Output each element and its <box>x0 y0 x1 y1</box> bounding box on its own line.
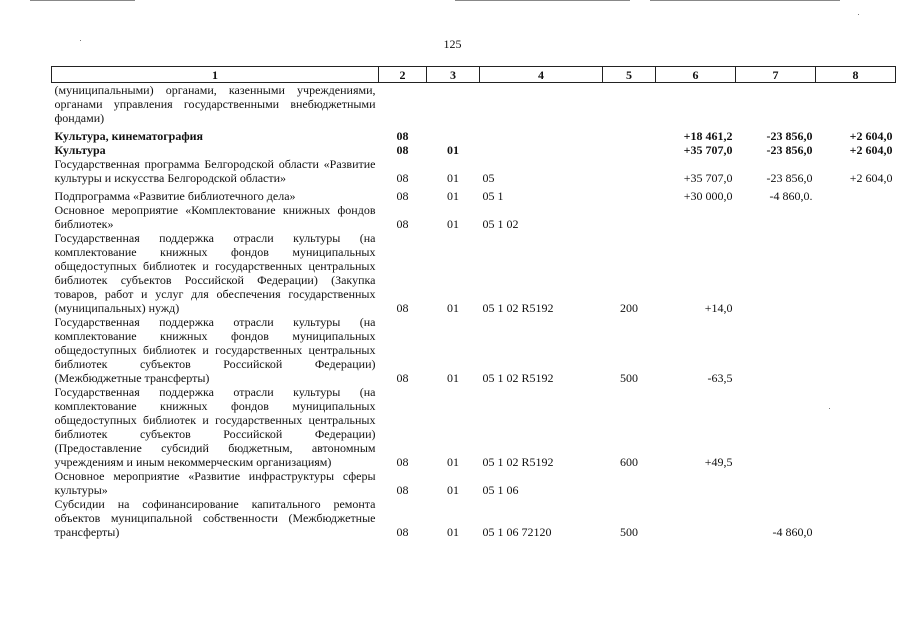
amount-col7-cell <box>736 231 816 315</box>
amount-col7-cell <box>736 315 816 385</box>
row-name-cell: Культура <box>54 143 106 157</box>
section-code-cell: 08 <box>396 189 409 203</box>
target-article-cell: 05 <box>482 171 495 185</box>
table-row <box>52 143 896 157</box>
table-row <box>52 315 896 385</box>
amount-col7-cell <box>736 469 816 497</box>
amount-col6-cell: +49,5 <box>704 455 733 469</box>
scan-artifact <box>650 0 840 1</box>
amount-col8-cell <box>816 497 896 539</box>
section-code-cell <box>379 83 427 126</box>
amount-col8-cell <box>816 385 896 469</box>
amount-col6-cell: +30 000,0 <box>683 189 733 203</box>
amount-col8-cell <box>816 469 896 497</box>
table-row <box>52 185 896 203</box>
subsection-code-cell <box>427 125 480 143</box>
amount-col6-cell <box>656 203 736 231</box>
section-code-cell: 08 <box>396 129 409 143</box>
amount-col6-cell <box>656 497 736 539</box>
column-header: 4 <box>480 67 603 83</box>
expense-type-cell <box>603 157 656 185</box>
table-header-row <box>52 67 896 83</box>
row-name-cell: Подпрограмма «Развитие библиотечного дела» <box>54 189 296 203</box>
target-article-cell <box>480 143 603 157</box>
row-name-cell: Государственная поддержка отрасли культуры (на комплектование книжных фондов муниципальных общедоступных библиотек и государственных центральных библиотек субъектов Российской Федерации) (Закупка товаров, работ и услуг для обеспечения государственных (муниципальных) нужд) <box>54 231 376 315</box>
expense-type-cell <box>603 469 656 497</box>
table-row <box>52 83 896 126</box>
subsection-code-cell: 01 <box>447 171 459 185</box>
section-code-cell: 08 <box>396 143 409 157</box>
target-article-cell: 05 1 <box>482 189 504 203</box>
row-name-cell: Культура, кинематография <box>54 129 204 143</box>
target-article-cell <box>480 83 603 126</box>
expense-type-cell: 500 <box>620 525 638 539</box>
expense-type-cell <box>603 83 656 126</box>
target-article-cell: 05 1 02 R5192 <box>482 455 554 469</box>
section-code-cell: 08 <box>396 483 409 497</box>
amount-col8-cell <box>816 203 896 231</box>
amount-col6-cell: -63,5 <box>707 371 733 385</box>
subsection-code-cell: 01 <box>447 189 459 203</box>
subsection-code-cell <box>427 83 480 126</box>
expense-type-cell: 600 <box>620 455 638 469</box>
subsection-code-cell: 01 <box>447 371 459 385</box>
budget-table <box>51 66 896 539</box>
amount-col6-cell: +35 707,0 <box>683 143 733 157</box>
amount-col6-cell: +35 707,0 <box>683 171 733 185</box>
target-article-cell: 05 1 02 R5192 <box>482 301 554 315</box>
amount-col6-cell <box>656 83 736 126</box>
amount-col8-cell <box>816 231 896 315</box>
amount-col8-cell: +2 604,0 <box>849 143 893 157</box>
amount-col8-cell <box>816 185 896 203</box>
section-code-cell: 08 <box>396 455 409 469</box>
amount-col7-cell <box>736 385 816 469</box>
amount-col8-cell <box>816 83 896 126</box>
row-name-cell: Основное мероприятие «Развитие инфраструктуры сферы культуры» <box>54 469 376 497</box>
subsection-code-cell: 01 <box>447 525 459 539</box>
subsection-code-cell: 01 <box>447 301 459 315</box>
amount-col7-cell <box>736 203 816 231</box>
amount-col8-cell <box>816 315 896 385</box>
amount-col6-cell <box>656 469 736 497</box>
row-name-cell: Государственная поддержка отрасли культуры (на комплектование книжных фондов муниципальных общедоступных библиотек и государственных центральных библиотек субъектов Российской Федерации) (Предоставление субсидий бюджетным, автономным учреждениям и иным некоммерческим организациям) <box>54 385 376 469</box>
amount-col6-cell: +18 461,2 <box>683 129 733 143</box>
table-row <box>52 497 896 539</box>
table-row <box>52 125 896 143</box>
subsection-code-cell: 01 <box>447 455 459 469</box>
column-header: 3 <box>427 67 480 83</box>
section-code-cell: 08 <box>396 171 409 185</box>
expense-type-cell: 500 <box>620 371 638 385</box>
subsection-code-cell: 01 <box>447 143 459 157</box>
table-row <box>52 157 896 185</box>
subsection-code-cell: 01 <box>447 483 459 497</box>
column-header: 2 <box>379 67 427 83</box>
target-article-cell <box>480 125 603 143</box>
column-header: 1 <box>52 67 379 83</box>
expense-type-cell <box>603 203 656 231</box>
section-code-cell: 08 <box>396 371 409 385</box>
column-header: 7 <box>736 67 816 83</box>
column-header: 8 <box>816 67 896 83</box>
amount-col6-cell: +14,0 <box>704 301 733 315</box>
section-code-cell: 08 <box>396 217 409 231</box>
target-article-cell: 05 1 02 R5192 <box>482 371 554 385</box>
table-body <box>52 83 896 540</box>
amount-col7-cell: -23 856,0 <box>766 143 813 157</box>
amount-col7-cell: -23 856,0 <box>766 129 813 143</box>
table-row <box>52 469 896 497</box>
row-name-cell: Государственная поддержка отрасли культуры (на комплектование книжных фондов муниципальных общедоступных библиотек и государственных центральных библиотек субъектов Российской Федерации) (Межбюджетные трансферты) <box>54 315 376 385</box>
row-name-cell: Государственная программа Белгородской области «Развитие культуры и искусства Белгородской области» <box>54 157 376 185</box>
amount-col8-cell: +2 604,0 <box>849 129 893 143</box>
target-article-cell: 05 1 02 <box>482 217 519 231</box>
scan-speck <box>858 14 859 15</box>
target-article-cell: 05 1 06 72120 <box>482 525 552 539</box>
table-row <box>52 203 896 231</box>
amount-col7-cell: -4 860,0. <box>769 189 813 203</box>
amount-col8-cell: +2 604,0 <box>849 171 893 185</box>
expense-type-cell: 200 <box>620 301 638 315</box>
amount-col7-cell: -4 860,0 <box>772 525 813 539</box>
amount-col7-cell <box>736 83 816 126</box>
column-header: 6 <box>656 67 736 83</box>
scan-artifact <box>30 0 135 1</box>
table-row <box>52 385 896 469</box>
table-row <box>52 231 896 315</box>
page-number: 125 <box>443 37 462 51</box>
target-article-cell: 05 1 06 <box>482 483 519 497</box>
section-code-cell: 08 <box>396 525 409 539</box>
expense-type-cell <box>603 143 656 157</box>
row-name-cell: Субсидии на софинансирование капитального ремонта объектов муниципальной собственности (Межбюджетные трансферты) <box>54 497 376 539</box>
expense-type-cell <box>603 125 656 143</box>
amount-col7-cell: -23 856,0 <box>766 171 813 185</box>
scan-artifact <box>455 0 630 1</box>
subsection-code-cell: 01 <box>447 217 459 231</box>
row-name-cell: (муниципальными) органами, казенными учреждениями, органами управления государственными внебюджетными фондами) <box>54 83 376 125</box>
expense-type-cell <box>603 185 656 203</box>
column-header: 5 <box>603 67 656 83</box>
section-code-cell: 08 <box>396 301 409 315</box>
row-name-cell: Основное мероприятие «Комплектование книжных фондов библиотек» <box>54 203 376 231</box>
